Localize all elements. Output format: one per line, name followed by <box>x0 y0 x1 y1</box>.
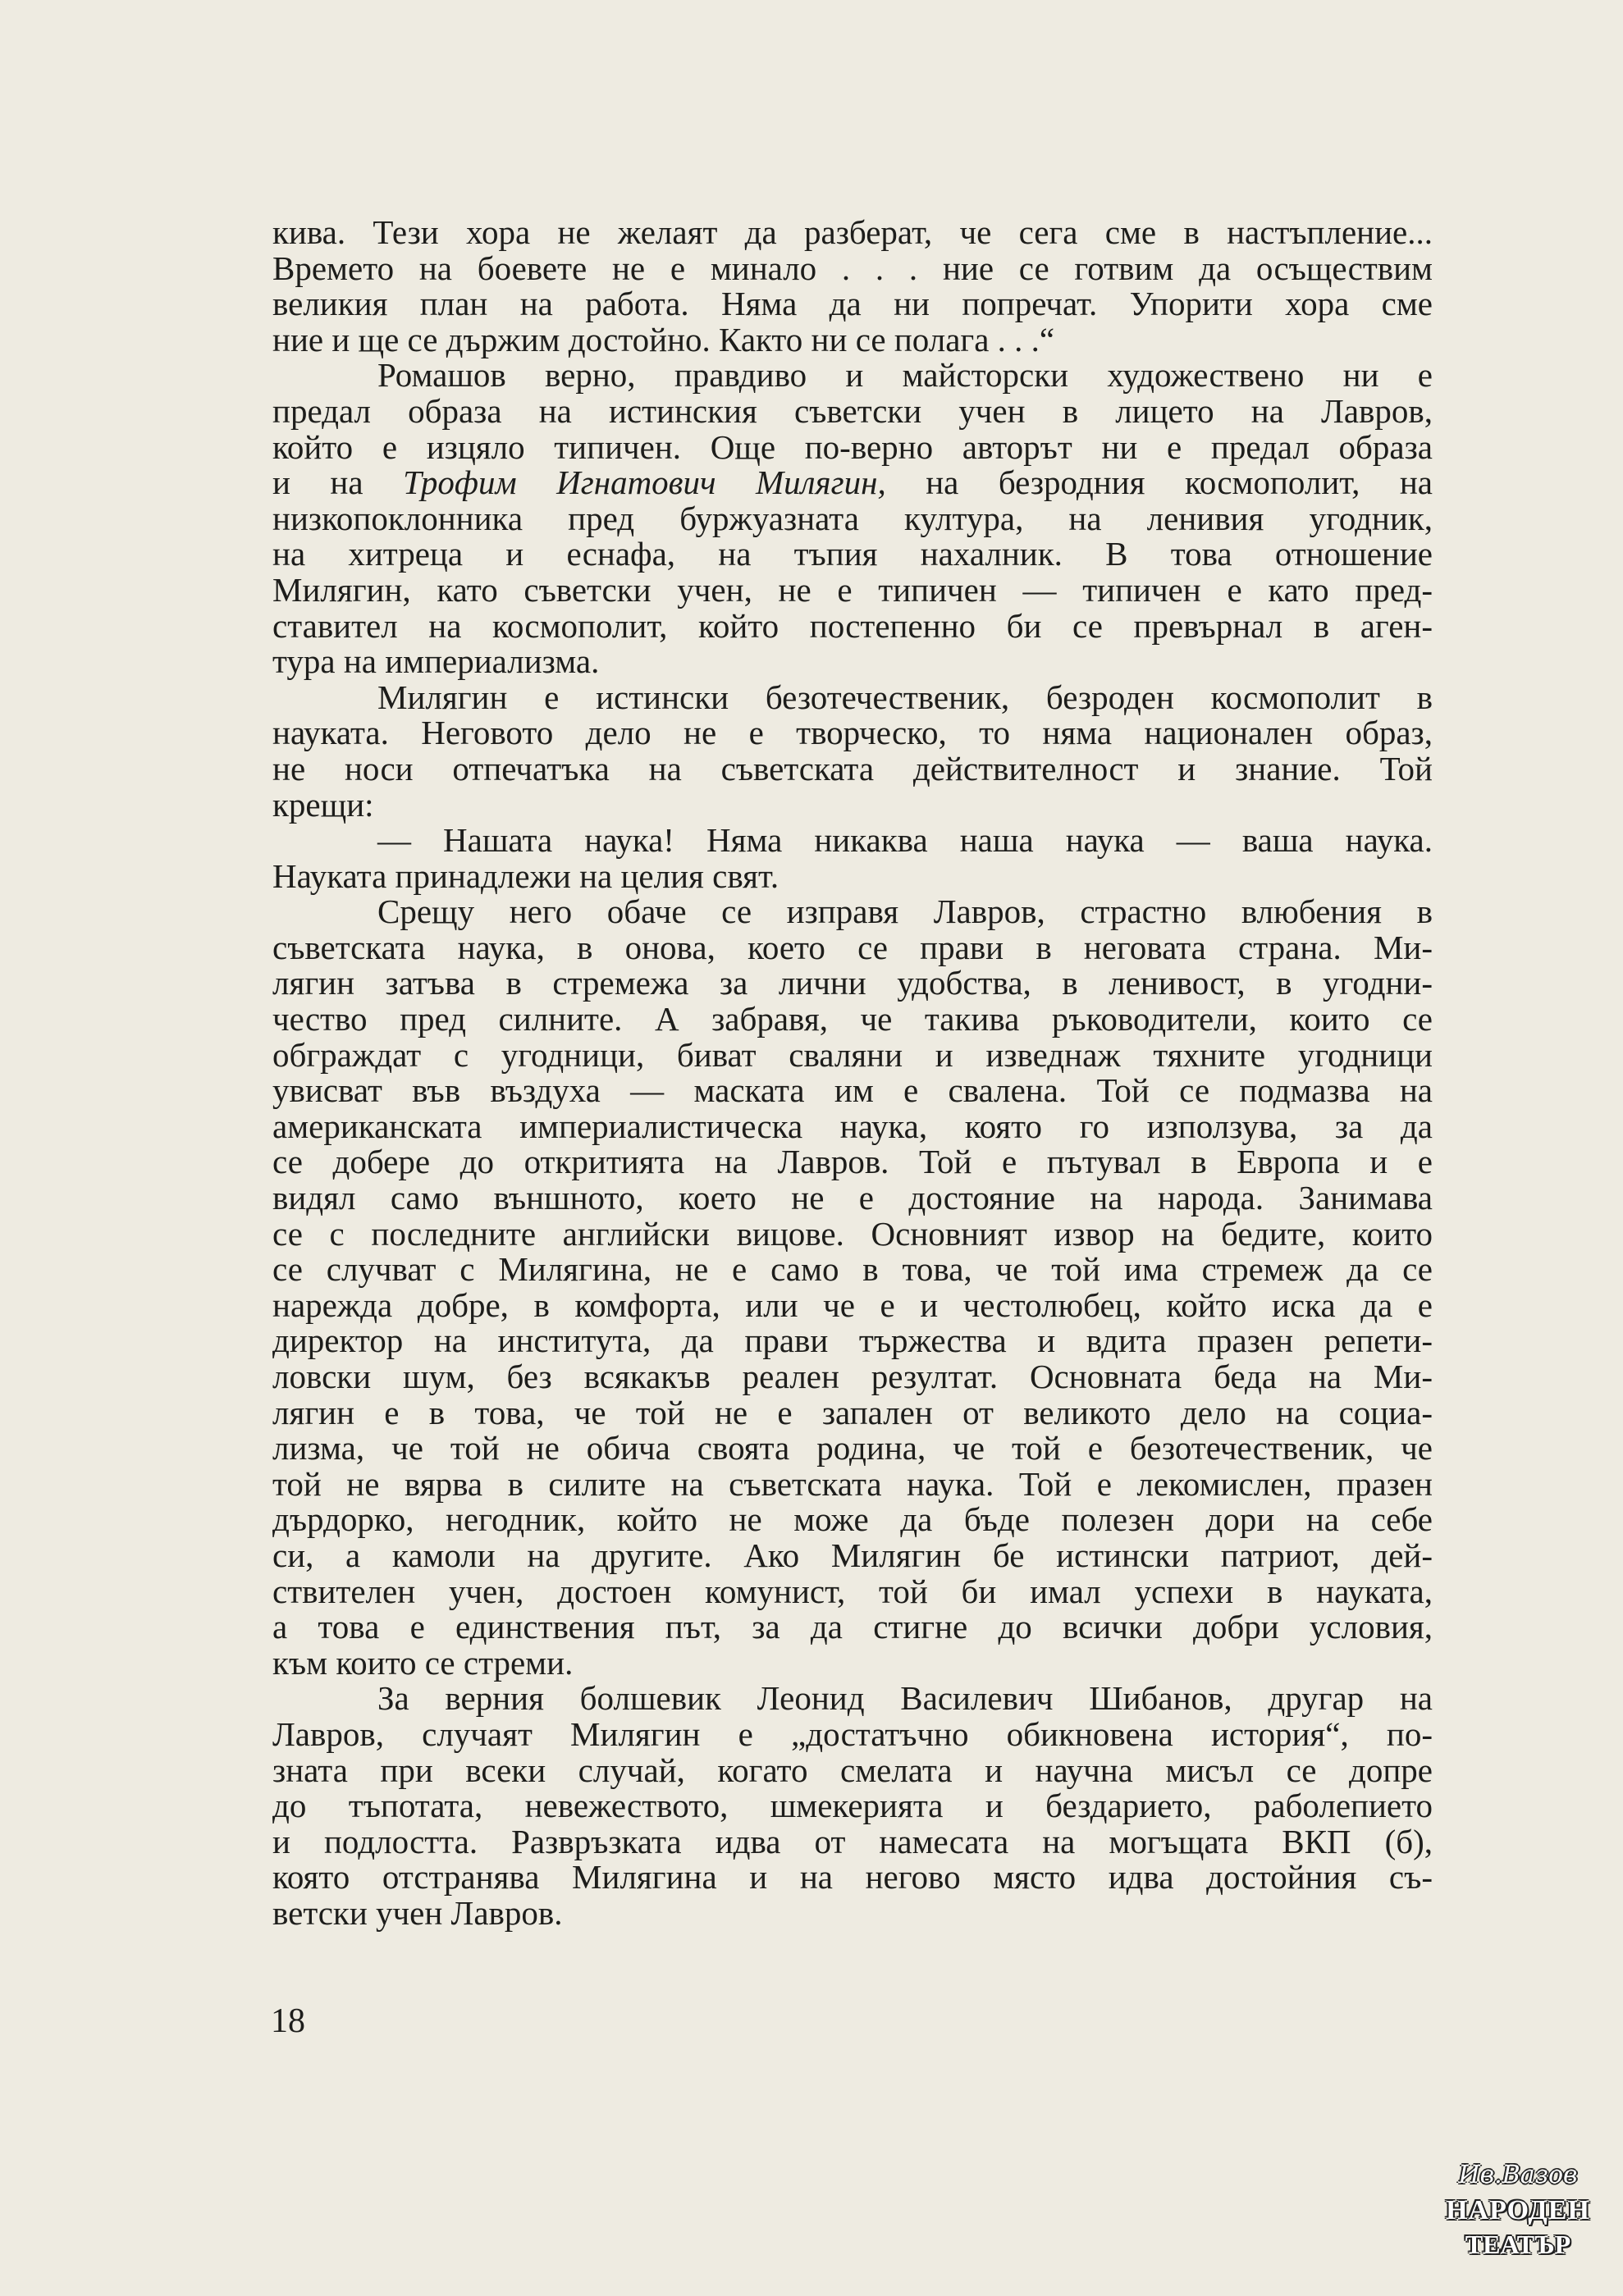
text-line-content: се добере до откритията на Лавров. Той е пътувал в Европа и е <box>272 1143 1433 1181</box>
text-line-content: който е изцяло типичен. Още по-верно авторът ни е предал образа <box>272 427 1433 466</box>
text-line-content: чество пред силните. А забравя, че такива ръководители, които се <box>272 1000 1433 1038</box>
text-line <box>272 1788 1433 1824</box>
text-line <box>272 823 1433 859</box>
text-line <box>272 215 1433 251</box>
text-line <box>272 1359 1433 1395</box>
text-line <box>272 1073 1433 1109</box>
text-line-content: науката. Неговото дело не е творческо, то няма национален образ, <box>272 714 1433 752</box>
text-line-content: директор на института, да прави тържества и вдита празен репети- <box>272 1321 1433 1360</box>
text-line <box>272 965 1433 1002</box>
text-line-content: За верния болшевик Леонид Василевич Шибанов, другар на <box>377 1679 1433 1718</box>
italic-name: Трофим Игнатович Милягин, <box>403 463 886 502</box>
text-line-content: ние и ще се държим достойно. Както ни се полага . . .“ <box>272 320 1055 358</box>
text-line-content: Времето на боевете не е минало . . . ние се готвим да осъществим <box>272 249 1433 287</box>
text-line <box>272 751 1433 787</box>
text-line <box>272 930 1433 966</box>
text-line-content: лягин е в това, че той не е запален от великото дело на социа- <box>272 1393 1433 1431</box>
text-line-content: обграждат с угодници, биват сваляни и изведнаж тяхните угодници <box>272 1035 1433 1074</box>
text-line-content: крещи: <box>272 785 374 824</box>
text-line <box>272 1431 1433 1467</box>
text-line <box>272 1395 1433 1431</box>
text-line <box>272 1252 1433 1288</box>
text-line <box>272 570 1433 609</box>
text-line <box>272 1681 1433 1717</box>
text-line-content: която отстранява Милягина и на негово място идва достойния съ- <box>272 1858 1433 1897</box>
text-line-content: на хитреца и еснафа, на тъпия нахалник. В това отношение <box>272 535 1433 573</box>
text-line-content: низкопоклонника пред буржуазната култура, на ленивия угодник, <box>272 499 1433 537</box>
text-line <box>272 856 1433 895</box>
text-line-content: американската империалистическа наука, която го използува, за да <box>272 1107 1433 1145</box>
page-number: 18 <box>271 2002 305 2040</box>
logo-line-2: ТЕАТЪР <box>1465 2230 1571 2259</box>
text-line-content: Милягин е истински безотечественик, безроден космополит в <box>377 678 1433 716</box>
text-segment: и на <box>272 463 404 502</box>
text-line-content: не носи отпечатъка на съветската действителност и знание. Той <box>272 749 1433 787</box>
text-line <box>272 501 1433 537</box>
text-line-content: Срещу него обаче се изправя Лавров, страстно влюбения в <box>377 892 1433 931</box>
text-line <box>272 1574 1433 1610</box>
text-line-content: Милягин, като съветски учен, не е типичен — типичен е като пред- <box>272 570 1433 609</box>
text-line <box>272 1002 1433 1038</box>
text-line <box>272 1216 1433 1253</box>
text-line <box>272 322 1433 358</box>
text-line-content: и подлостта. Развръзката идва от намесата на могъщата ВКП (б), <box>272 1822 1433 1860</box>
text-line-content: лизма, че той не обича своята родина, че той е безотечественик, че <box>272 1429 1433 1468</box>
text-line <box>272 1824 1433 1860</box>
text-line <box>272 286 1433 322</box>
text-line-content: — Нашата наука! Няма никаква наша наука — ваша наука. <box>377 821 1433 860</box>
text-line <box>272 1285 1433 1324</box>
text-line-content: си, а камоли на другите. Ако Милягин бе истински патриот, дей- <box>272 1536 1433 1574</box>
text-line <box>272 1714 1433 1753</box>
text-line <box>272 358 1433 394</box>
text-line-content: към които се стреми. <box>272 1643 574 1682</box>
text-line-content: великия план на работа. Няма да ни попречат. Упорити хора сме <box>272 285 1433 323</box>
body-text <box>272 215 1433 1932</box>
text-line <box>272 1893 1433 1932</box>
text-line <box>272 391 1433 430</box>
text-line <box>272 894 1433 930</box>
logo-signature: Ив.Вазов <box>1458 2161 1578 2189</box>
text-line-content: съветската наука, в онова, което се прави в неговата страна. Ми- <box>272 928 1433 966</box>
text-line-content: Науката принадлежи на целия свят. <box>272 856 779 895</box>
text-line-content: до тъпотата, невежеството, шмекерията и бездарието, раболепието <box>272 1787 1433 1825</box>
text-line <box>272 1753 1433 1789</box>
text-line-content: лягин затъва в стремежа за лични удобства, в ленивост, в угодни- <box>272 964 1433 1002</box>
text-line <box>272 1502 1433 1538</box>
text-line-content: увисват във въздуха — маската им е свалена. Той се подмазва на <box>272 1071 1433 1110</box>
text-line-content: се случват с Милягина, не е само в това, че той има стремеж да се <box>272 1250 1433 1289</box>
text-line-content: Лавров, случаят Милягин е „достатъчно обикновена история“, по- <box>272 1714 1433 1753</box>
text-line-content: ветски учен Лавров. <box>272 1893 563 1932</box>
text-line <box>272 715 1433 751</box>
text-line <box>272 1609 1433 1646</box>
text-line <box>272 1180 1433 1216</box>
text-line-content: ловски шум, без всякакъв реален резултат. Основната беда на Ми- <box>272 1358 1433 1395</box>
text-line <box>272 1464 1433 1503</box>
text-line <box>272 1538 1433 1574</box>
text-line <box>272 251 1433 287</box>
text-line-content: зната при всеки случай, когато смелата и научна мисъл се допре <box>272 1751 1433 1789</box>
text-line-content: се с последните английски вицове. Основният извор на бедите, които <box>272 1214 1433 1253</box>
text-line <box>272 1323 1433 1359</box>
text-line-content: нарежда добре, в комфорта, или че е и честолюбец, който иска да е <box>272 1285 1433 1324</box>
text-line <box>272 1643 1433 1682</box>
text-line-content: дърдорко, негодник, който не може да бъде полезен дори на себе <box>272 1500 1433 1539</box>
text-line-content: ствителен учен, достоен комунист, той би имал успехи в науката, <box>272 1572 1433 1610</box>
text-line <box>272 787 1433 824</box>
text-line <box>272 1035 1433 1074</box>
text-line <box>272 427 1433 466</box>
national-theatre-logo <box>1428 2157 1608 2261</box>
text-line-content: кива. Тези хора не желаят да разберат, че сега сме в настъпление... <box>272 213 1433 251</box>
text-line <box>272 465 1433 501</box>
text-line <box>272 1109 1433 1145</box>
text-line <box>272 606 1433 645</box>
text-line <box>272 1860 1433 1896</box>
logo-line-1: НАРОДЕН <box>1446 2195 1590 2225</box>
text-line-content: а това е единствения път, за да стигне до всички добри условия, <box>272 1608 1433 1646</box>
text-line-content: ставител на космополит, който постепенно би се превърнал в аген- <box>272 606 1433 645</box>
text-line-content: тура на империализма. <box>272 642 600 681</box>
text-line-content: видял само външното, което не е достояние на народа. Занимава <box>272 1179 1433 1217</box>
text-line-content: той не вярва в силите на съветската наука. Той е лекомислен, празен <box>272 1464 1433 1503</box>
text-line <box>272 680 1433 716</box>
text-line <box>272 536 1433 573</box>
text-segment: на безродния космополит, на <box>885 463 1433 502</box>
text-line-content <box>272 463 1433 501</box>
text-line <box>272 1144 1433 1180</box>
text-line-content: предал образа на истинския съветски учен в лицето на Лавров, <box>272 391 1433 430</box>
text-line <box>272 644 1433 680</box>
text-line-content: Ромашов верно, правдиво и майсторски художествено ни е <box>377 356 1433 395</box>
